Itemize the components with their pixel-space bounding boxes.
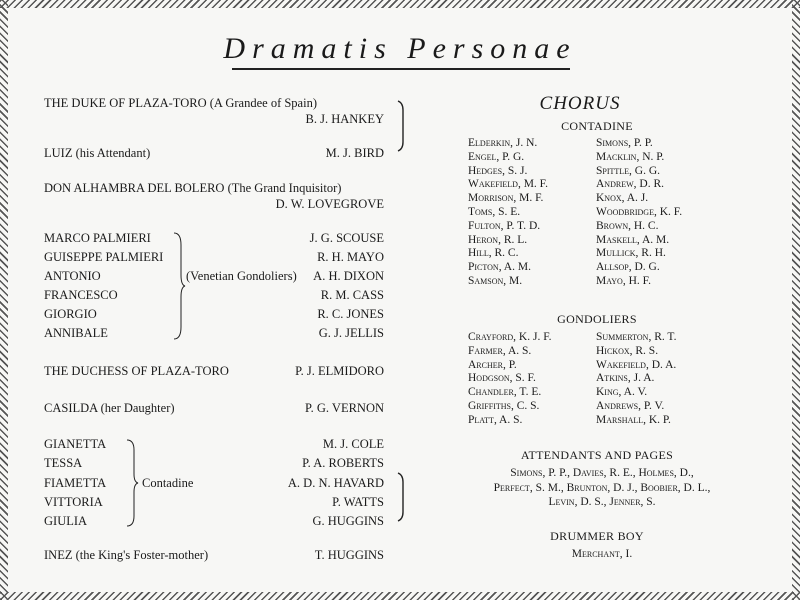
list-item: Woodbridge, K. F. <box>596 205 683 218</box>
list-item: Andrew, D. R. <box>596 178 664 191</box>
luiz-role: LUIZ (his Attendant) <box>44 146 151 160</box>
list-item: Levin, D. S., Jenner, S. <box>548 496 656 508</box>
contadine-brace <box>125 438 139 528</box>
list-item: Samson, M. <box>468 274 523 287</box>
inez-actor: T. HUGGINS <box>314 548 384 562</box>
contadine-heading: CONTADINE <box>561 119 633 133</box>
list-item: Wakefield, M. F. <box>468 178 549 191</box>
title-underline <box>232 68 570 70</box>
list-item: Griffiths, C. S. <box>468 399 540 412</box>
contadina-actor: P. WATTS <box>332 495 384 509</box>
list-item: Picton, A. M. <box>468 261 531 274</box>
list-item: Crayford, K. J. F. <box>468 331 552 343</box>
gondoliers-label: (Venetian Gondoliers) <box>186 269 297 283</box>
contadina-role: FIAMETTA <box>44 476 107 490</box>
gondoliers-heading: GONDOLIERS <box>557 312 637 326</box>
gondolier-role: GUISEPPE PALMIERI <box>44 250 164 264</box>
list-item: Archer, P. <box>468 358 517 371</box>
list-item: Mayo, H. F. <box>596 274 651 287</box>
list-item: Perfect, S. M., Brunton, D. J., Boobier, D. L., <box>493 481 711 494</box>
casilda-actor: P. G. VERNON <box>305 401 384 415</box>
list-item: Platt, A. S. <box>468 413 523 426</box>
gondolier-role: MARCO PALMIERI <box>44 231 151 245</box>
chorus-title: CHORUS <box>539 93 621 114</box>
duchess-role: THE DUCHESS OF PLAZA-TORO <box>44 364 229 378</box>
gondolier-actor: G. J. JELLIS <box>318 326 384 340</box>
gondolier-role: ANTONIO <box>44 269 101 283</box>
decorative-bracket-top <box>397 100 405 152</box>
list-item: Macklin, N. P. <box>596 150 665 163</box>
gondolier-actor: R. H. MAYO <box>317 250 384 264</box>
list-item: Farmer, A. S. <box>468 344 532 357</box>
gondolier-role: FRANCESCO <box>44 288 118 302</box>
gondolier-actor: A. H. DIXON <box>313 269 384 283</box>
list-item: Hickox, R. S. <box>596 344 659 357</box>
gondoliers-brace <box>172 231 186 341</box>
list-item: Heron, R. L. <box>468 233 528 246</box>
list-item: Mullick, R. H. <box>596 247 666 260</box>
gondolier-role: GIORGIO <box>44 307 97 321</box>
list-item: Atkins, J. A. <box>596 372 655 385</box>
gondolier-actor: R. M. CASS <box>320 288 384 302</box>
decorative-border-bottom <box>0 592 800 600</box>
list-item: Summerton, R. T. <box>596 331 677 343</box>
list-item: Knox, A. J. <box>596 192 649 205</box>
drummer-name: Merchant, I. <box>571 548 633 560</box>
contadina-actor: G. HUGGINS <box>312 514 384 528</box>
list-item: Brown, H. C. <box>596 219 659 232</box>
list-item: Hill, R. C. <box>468 247 519 260</box>
alhambra-actor: D. W. LOVEGROVE <box>275 197 384 211</box>
list-item: Morrison, M. F. <box>468 192 544 205</box>
list-item: Marshall, K. P. <box>596 413 671 426</box>
list-item: Simons, P. P., Davies, R. E., Holmes, D., <box>510 467 694 479</box>
contadina-role: GIANETTA <box>44 437 107 451</box>
gondoliers-list-right <box>596 331 676 428</box>
contadine-label: Contadine <box>142 476 194 490</box>
list-item: Andrews, P. V. <box>596 399 665 412</box>
list-item: Fulton, P. T. D. <box>468 219 541 232</box>
gondolier-role: ANNIBALE <box>44 326 108 340</box>
list-item: Elderkin, J. N. <box>468 137 538 149</box>
list-item: Spittle, G. G. <box>596 164 661 177</box>
list-item: Allsop, D. G. <box>596 261 660 274</box>
list-item: Toms, S. E. <box>468 205 521 218</box>
inez-role: INEZ (the King's Foster-mother) <box>44 548 209 562</box>
gondolier-actor: R. C. JONES <box>317 307 384 321</box>
gondoliers-list-left <box>468 331 552 428</box>
list-item: Engel, P. G. <box>468 150 525 163</box>
luiz-actor: M. J. BIRD <box>325 146 384 160</box>
page-title: Dramatis Personae <box>223 32 577 65</box>
contadine-list-left <box>468 137 548 289</box>
contadina-role: GIULIA <box>44 514 88 528</box>
list-item: Hedges, S. J. <box>468 164 528 177</box>
attendants-list <box>437 466 767 510</box>
contadina-role: TESSA <box>44 456 83 470</box>
list-item: King, A. V. <box>596 386 648 399</box>
gondolier-actor: J. G. SCOUSE <box>309 231 384 245</box>
casilda-role: CASILDA (her Daughter) <box>44 401 175 415</box>
duke-role: THE DUKE OF PLAZA-TORO (A Grandee of Spain) <box>44 96 317 110</box>
list-item: Hodgson, S. F. <box>468 372 536 385</box>
contadine-list-right <box>596 137 682 289</box>
list-item: Simons, P. P. <box>596 137 653 149</box>
attendants-heading: ATTENDANTS AND PAGES <box>520 448 674 462</box>
list-item: Wakefield, D. A. <box>596 358 677 371</box>
list-item: Chandler, T. E. <box>468 386 542 399</box>
duchess-actor: P. J. ELMIDORO <box>295 364 384 378</box>
contadina-actor: M. J. COLE <box>322 437 384 451</box>
contadina-actor: P. A. ROBERTS <box>302 456 384 470</box>
duke-actor: B. J. HANKEY <box>305 112 384 126</box>
drummer-heading: DRUMMER BOY <box>550 529 644 543</box>
list-item: Maskell, A. M. <box>596 233 670 246</box>
decorative-border-right <box>792 0 800 600</box>
contadina-role: VITTORIA <box>44 495 103 509</box>
decorative-border-top <box>0 0 800 8</box>
decorative-border-left <box>0 0 8 600</box>
decorative-bracket-bottom <box>397 472 405 522</box>
alhambra-role: DON ALHAMBRA DEL BOLERO (The Grand Inquisitor) <box>44 181 342 195</box>
contadina-actor: A. D. N. HAVARD <box>287 476 384 490</box>
